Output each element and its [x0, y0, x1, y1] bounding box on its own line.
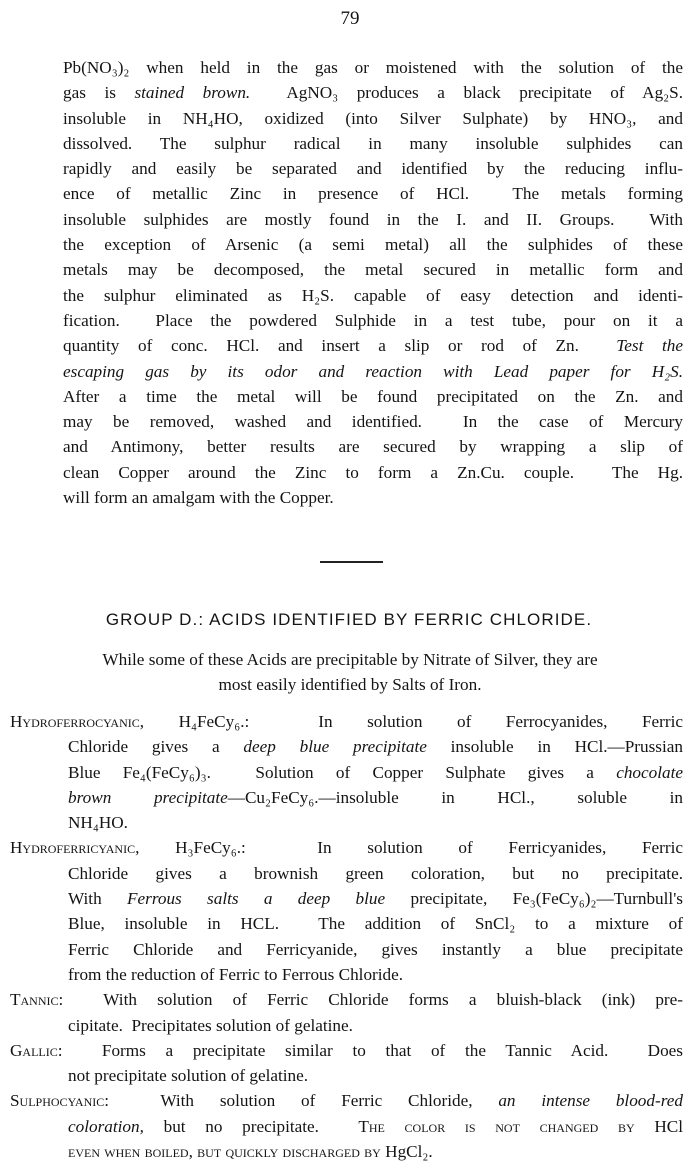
body-paragraph: [63, 55, 683, 510]
text-line: [10, 709, 683, 734]
text-line: [63, 460, 683, 485]
text-run: With: [68, 889, 127, 909]
text-run: not precipitate solution of gelatine.: [68, 1066, 309, 1086]
small-caps-text: Gallic: [10, 1040, 58, 1060]
text-line: [10, 1063, 683, 1088]
text-run: cipitate. Precipitates solution of gelatine.: [68, 1015, 353, 1035]
text-run: HgCl₂.: [380, 1142, 433, 1162]
text-run: will form an amalgam with the Copper.: [63, 488, 334, 508]
text-run: After a time the metal will be found precipitated on the Zn. and: [63, 386, 683, 406]
text-run: : With solution of Ferric Chloride forms a bluish-black (ink) pre-: [58, 990, 683, 1010]
text-run: rapidly and easily be separated and identified by the reducing influ-: [63, 159, 683, 179]
italic-text: deep blue precipitate: [243, 737, 427, 757]
text-line: [63, 181, 683, 206]
text-line: [10, 911, 683, 936]
text-run: most easily identified by Salts of Iron.: [218, 675, 482, 695]
italic-text: an intense blood-red: [498, 1091, 683, 1111]
text-line: [63, 207, 683, 232]
acid-entry-hydroferricyanic: [10, 835, 683, 987]
text-run: fication. Place the powdered Sulphide in a test tube, pour on it a: [63, 310, 683, 330]
text-run: precipitate, Fe₃(FeCy₆)₂—Turnbull's: [385, 889, 683, 909]
text-line: [10, 937, 683, 962]
acid-entries: [10, 709, 683, 1164]
text-line: [10, 760, 683, 785]
text-line: [10, 734, 683, 759]
text-run: the exception of Arsenic (a semi metal) all the sulphides of these: [63, 235, 683, 255]
text-line: [63, 156, 683, 181]
text-run: AgNO₃ produces a black precipitate of Ag₂S.: [250, 83, 684, 103]
text-line: [63, 283, 683, 308]
text-line: [10, 810, 683, 835]
acid-entry-tannic: [10, 987, 683, 1038]
text-run: from the reduction of Ferric to Ferrous Chloride.: [68, 964, 404, 984]
text-run: HCl: [634, 1116, 683, 1136]
text-run: insoluble sulphides are mostly found in the I. and II. Groups. With: [63, 209, 683, 229]
text-line: [10, 1038, 683, 1063]
italic-text: escaping gas by its odor and reaction with Lead paper for H₂S.: [63, 361, 683, 381]
text-line: [10, 1114, 683, 1139]
text-line: [63, 80, 683, 105]
text-line: [63, 359, 683, 384]
text-run: and Antimony, better results are secured by wrapping a slip of: [63, 437, 683, 457]
italic-text: Ferrous salts a deep blue: [127, 889, 386, 909]
text-run: quantity of conc. HCl. and insert a slip or rod of Zn.: [63, 336, 617, 356]
text-run: Pb(NO₃)₂ when held in the gas or moistened with the solution of the: [63, 58, 683, 77]
small-caps-text: Sulphocyanic: [10, 1091, 105, 1111]
text-run: clean Copper around the Zinc to form a Zn.Cu. couple. The Hg.: [63, 462, 683, 482]
text-line: [10, 672, 690, 697]
text-line: [10, 785, 683, 810]
text-line: [63, 308, 683, 333]
text-line: [10, 1013, 683, 1038]
italic-text: brown precipitate: [68, 787, 228, 807]
italic-text: stained brown.: [134, 83, 251, 103]
text-line: [63, 384, 683, 409]
text-line: [63, 485, 683, 510]
text-run: H₄FeCy₆.: In solution of Ferrocyanides, Ferric: [144, 712, 683, 731]
text-line: [63, 434, 683, 459]
text-line: [10, 962, 683, 987]
text-line: [63, 131, 683, 156]
text-line: [63, 257, 683, 282]
text-line: [63, 409, 683, 434]
text-run: : With solution of Ferric Chloride,: [104, 1091, 499, 1111]
text-line: [10, 861, 683, 886]
text-run: : Forms a precipitate similar to that of the Tannic Acid. Does: [57, 1040, 683, 1060]
text-run: Chloride gives a brownish green coloration, but no precipitate.: [68, 863, 683, 883]
small-caps-text: Hydroferrocyanic,: [10, 712, 145, 731]
text-line: [10, 886, 683, 911]
text-run: While some of these Acids are precipitable by Nitrate of Silver, they are: [102, 650, 598, 669]
text-line: [10, 1139, 683, 1164]
text-line: [10, 835, 683, 860]
text-run: H₃FeCy₆.: In solution of Ferricyanides, Ferric: [139, 838, 683, 858]
text-run: may be removed, washed and identified. In the case of Mercury: [63, 412, 683, 432]
text-line: [63, 232, 683, 257]
text-line: [10, 1088, 683, 1113]
text-run: Blue Fe₄(FeCy₆)₃. Solution of Copper Sulphate gives a: [68, 762, 617, 782]
text-run: Chloride gives a: [68, 737, 244, 757]
acid-entry-gallic: [10, 1038, 683, 1089]
section-intro: [10, 647, 690, 698]
small-caps-text: Hydroferricyanic,: [10, 838, 140, 858]
text-line: [10, 987, 683, 1012]
text-run: the sulphur eliminated as H₂S. capable of easy detection and identi-: [63, 285, 683, 305]
text-run: insoluble in HCl.—Prussian: [426, 737, 683, 757]
text-line: [10, 647, 690, 672]
text-run: NH₄HO.: [68, 813, 128, 833]
text-run: ence of metallic Zinc in presence of HCl. The metals forming: [63, 184, 683, 204]
text-line: [63, 106, 683, 131]
text-run: Ferric Chloride and Ferricyanide, gives instantly a blue precipitate: [68, 939, 683, 959]
acid-entry-hydroferrocyanic: [10, 709, 683, 835]
small-caps-text: The color is not changed by: [358, 1116, 635, 1136]
small-caps-text: even when boiled, but quickly discharged by: [68, 1142, 381, 1162]
text-run: metals may be decomposed, the metal secured in metallic form and: [63, 260, 683, 280]
text-run: but no precipitate.: [143, 1116, 359, 1136]
text-run: —Cu₂FeCy₆.—insoluble in HCl., soluble in: [227, 787, 684, 807]
section-heading: GROUP D.: ACIDS IDENTIFIED BY FERRIC CHLORIDE.: [105, 610, 593, 629]
page-number: 79: [340, 8, 360, 29]
acid-entry-sulphocyanic: [10, 1088, 683, 1164]
text-run: Blue, insoluble in HCL. The addition of SnCl₂ to a mixture of: [68, 914, 683, 934]
italic-text: coloration,: [68, 1116, 144, 1136]
text-run: insoluble in NH₄HO, oxidized (into Silver Sulphate) by HNO₃, and: [63, 108, 683, 128]
italic-text: chocolate: [616, 762, 683, 782]
italic-text: Test the: [616, 336, 683, 356]
section-divider: [320, 561, 383, 563]
text-run: gas is: [63, 83, 135, 103]
small-caps-text: Tannic: [10, 990, 59, 1010]
text-run: dissolved. The sulphur radical in many insoluble sulphides can: [63, 133, 683, 153]
text-line: [63, 55, 683, 80]
text-line: [63, 333, 683, 358]
